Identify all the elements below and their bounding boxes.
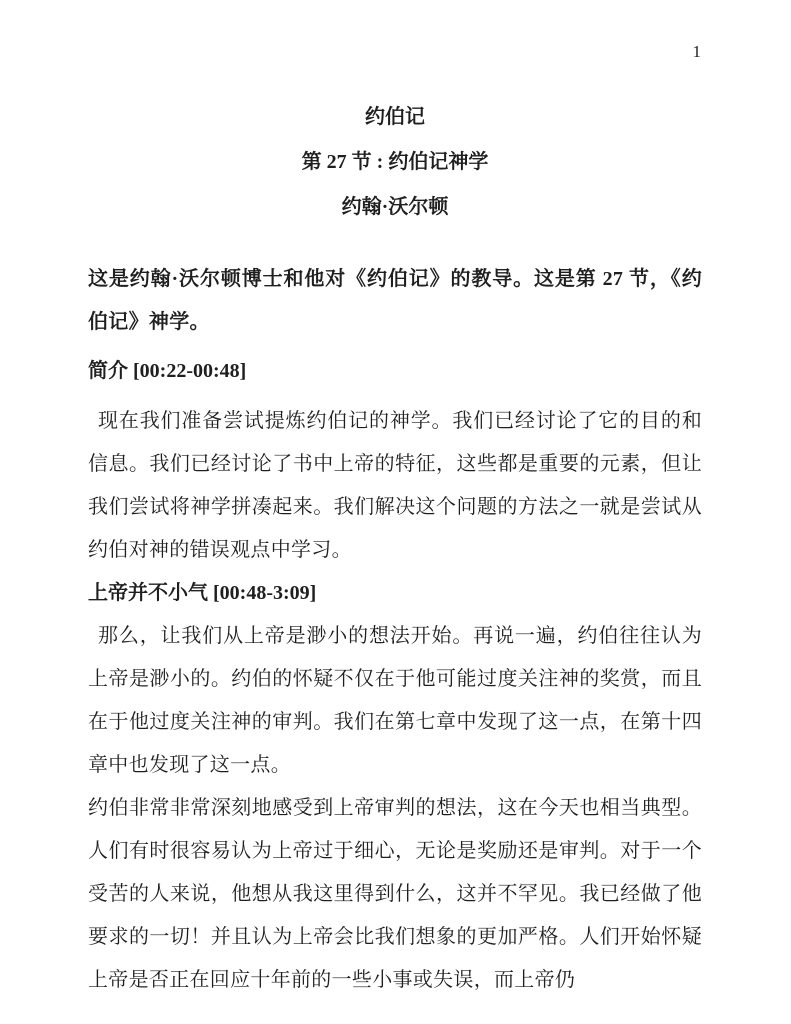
page-number: 1 — [692, 42, 701, 61]
author-name: 约翰·沃尔顿 — [341, 196, 449, 218]
section-heading-god-not-petty: 上帝并不小气 [00:48-3:09] — [88, 582, 317, 604]
paragraph-intro-section: 现在我们准备尝试提炼约伯记的神学。我们已经讨论了它的目的和信息。我们已经讨论了书中上帝的特征，这些都是重要的元素，但让我们尝试将神学拼凑起来。我们解决这个问题的方法之一就是尝试从约伯对神的错误观点中学习。 — [88, 410, 702, 561]
title-block — [88, 95, 702, 230]
session-title: 第 27 节 : 约伯记神学 — [301, 151, 489, 173]
paragraph-god-not-petty-1: 那么，让我们从上帝是渺小的想法开始。再说一遍，约伯往往认为上帝是渺小的。约伯的怀疑不仅在于他可能过度关注神的奖赏，而且在于他过度关注神的审判。我们在第七章中发现了这一点，在第十四章中也发现了这一点。 — [88, 625, 702, 776]
paragraph-god-not-petty-2: 约伯非常非常深刻地感受到上帝审判的想法，这在今天也相当典型。人们有时很容易认为上帝过于细心，无论是奖励还是审判。对于一个受苦的人来说，他想从我这里得到什么，这并不罕见。我已经做了他要求的一切！并且认为上帝会比我们想象的更加严格。人们开始怀疑上帝是否正在回应十年前的一些小事或失误，而上帝仍 — [88, 797, 702, 991]
section-heading-intro: 简介 [00:22-00:48] — [88, 360, 247, 382]
book-title: 约伯记 — [365, 106, 425, 128]
intro-paragraph: 这是约翰·沃尔顿博士和他对《约伯记》的教导。这是第 27 节，《约伯记》神学。 — [88, 268, 702, 333]
